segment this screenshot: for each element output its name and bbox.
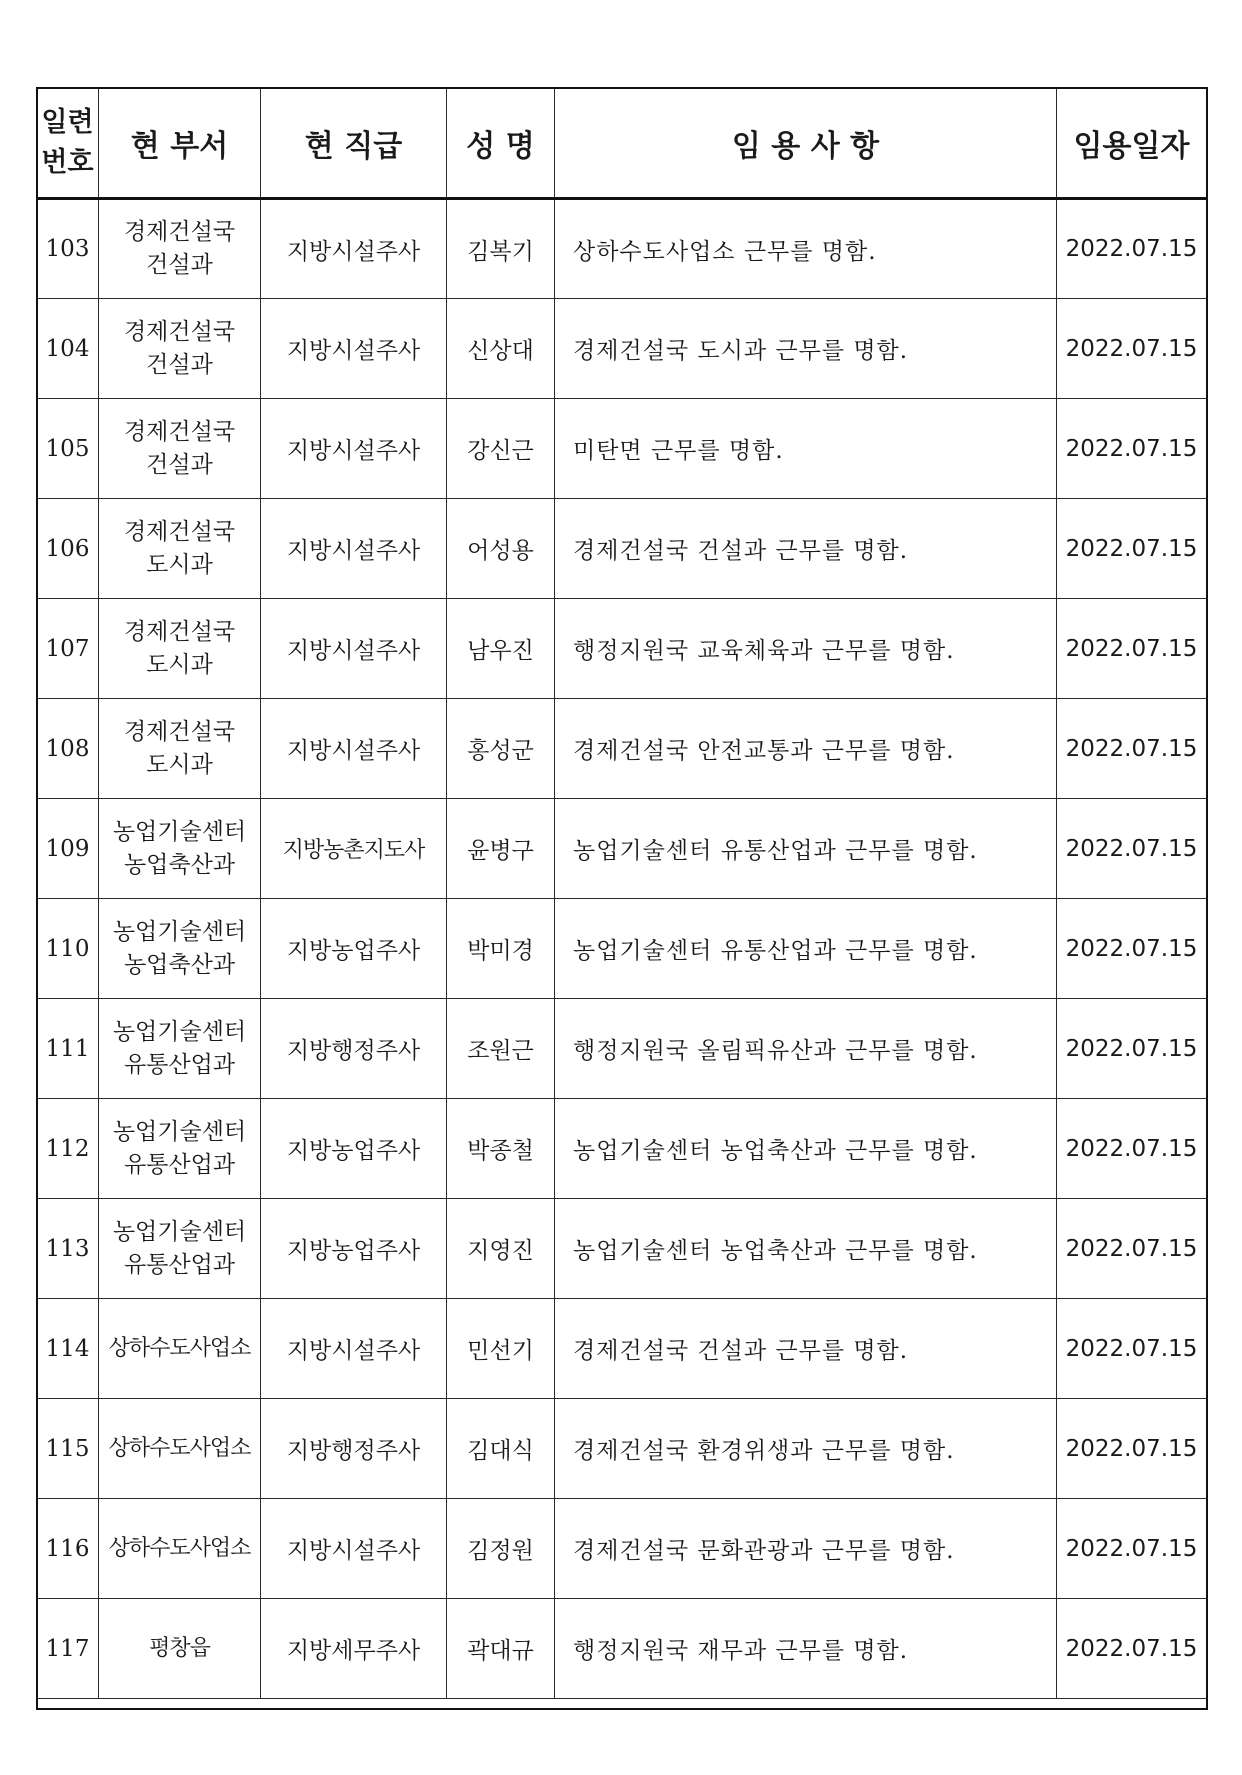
cell-name: 강신근: [447, 399, 555, 499]
table-row: [37, 1199, 1207, 1299]
cell-grade: 지방행정주사: [261, 1399, 447, 1499]
cell-name: 김대식: [447, 1399, 555, 1499]
header-grade: 현 직급: [261, 88, 447, 199]
cell-serial-number: 113: [37, 1199, 99, 1299]
department-line1: 농업기술센터: [112, 818, 247, 845]
table-row: [37, 299, 1207, 399]
header-date: 임용일자: [1057, 88, 1207, 199]
cell-appointment-date: 2022.07.15: [1057, 1099, 1207, 1199]
cell-name: 홍성군: [447, 699, 555, 799]
cell-department: [99, 1399, 261, 1499]
cell-grade: 지방시설주사: [261, 199, 447, 299]
cell-appointment-detail: 농업기술센터 유통산업과 근무를 명함.: [555, 799, 1057, 899]
cell-grade: 지방농업주사: [261, 1199, 447, 1299]
cell-serial-number: 107: [37, 599, 99, 699]
department-line2: 도시과: [146, 751, 213, 778]
cell-appointment-date: 2022.07.15: [1057, 499, 1207, 599]
cell-department: [99, 1099, 261, 1199]
department-line1: 경제건설국: [123, 518, 236, 545]
cell-grade: 지방농업주사: [261, 899, 447, 999]
header-serial-number: [37, 88, 99, 199]
table-body: [37, 199, 1207, 1699]
cell-serial-number: 109: [37, 799, 99, 899]
cell-serial-number: 111: [37, 999, 99, 1099]
cell-name: 박미경: [447, 899, 555, 999]
cell-department: [99, 599, 261, 699]
table-row: [37, 399, 1207, 499]
table-row: [37, 799, 1207, 899]
header-serial-line2: 번호: [41, 146, 94, 178]
cell-grade: 지방세무주사: [261, 1599, 447, 1699]
cell-grade: 지방시설주사: [261, 299, 447, 399]
cell-appointment-date: 2022.07.15: [1057, 699, 1207, 799]
cell-appointment-detail: 행정지원국 재무과 근무를 명함.: [555, 1599, 1057, 1699]
cell-department: [99, 999, 261, 1099]
table-row: [37, 899, 1207, 999]
cell-name: 민선기: [447, 1299, 555, 1399]
cell-appointment-date: 2022.07.15: [1057, 599, 1207, 699]
department-line1: 경제건설국: [123, 418, 236, 445]
cell-department: [99, 1499, 261, 1599]
cell-department: [99, 399, 261, 499]
table-row: [37, 1499, 1207, 1599]
cell-grade: 지방시설주사: [261, 1499, 447, 1599]
cell-grade: 지방행정주사: [261, 999, 447, 1099]
department-line1: 농업기술센터: [112, 918, 247, 945]
cell-grade: 지방농업주사: [261, 1099, 447, 1199]
table-row: [37, 1599, 1207, 1699]
department-line1: 경제건설국: [123, 219, 236, 246]
cell-department: [99, 199, 261, 299]
department-line2: 도시과: [146, 651, 213, 678]
cell-appointment-date: 2022.07.15: [1057, 1299, 1207, 1399]
cell-department: [99, 699, 261, 799]
cell-appointment-detail: 경제건설국 안전교통과 근무를 명함.: [555, 699, 1057, 799]
table-row: [37, 1299, 1207, 1399]
cell-appointment-detail: 농업기술센터 농업축산과 근무를 명함.: [555, 1099, 1057, 1199]
cell-appointment-detail: 경제건설국 문화관광과 근무를 명함.: [555, 1499, 1057, 1599]
cell-serial-number: 112: [37, 1099, 99, 1199]
header-department: 현 부서: [99, 88, 261, 199]
department-line2: 농업축산과: [123, 951, 236, 978]
department-line2: 농업축산과: [123, 851, 236, 878]
cell-grade: 지방농촌지도사: [261, 799, 447, 899]
department-line2: 건설과: [146, 451, 213, 478]
cell-name: 어성용: [447, 499, 555, 599]
cell-serial-number: 114: [37, 1299, 99, 1399]
cell-appointment-date: 2022.07.15: [1057, 1599, 1207, 1699]
department-line1: 농업기술센터: [112, 1118, 247, 1145]
cell-appointment-date: 2022.07.15: [1057, 999, 1207, 1099]
cell-serial-number: 106: [37, 499, 99, 599]
cell-name: 박종철: [447, 1099, 555, 1199]
header-serial-line1: 일련: [41, 107, 94, 139]
cell-appointment-date: 2022.07.15: [1057, 899, 1207, 999]
cell-serial-number: 108: [37, 699, 99, 799]
table-header: [37, 88, 1207, 199]
department-line1: 경제건설국: [123, 718, 236, 745]
cell-department: [99, 1199, 261, 1299]
table-row: [37, 1399, 1207, 1499]
cell-name: 김정원: [447, 1499, 555, 1599]
cell-appointment-date: 2022.07.15: [1057, 1199, 1207, 1299]
table-row: [37, 199, 1207, 299]
department-line2: 유통산업과: [123, 1051, 236, 1078]
cell-name: 지영진: [447, 1199, 555, 1299]
table-row: [37, 999, 1207, 1099]
department-line1: 농업기술센터: [112, 1018, 247, 1045]
cell-name: 조원근: [447, 999, 555, 1099]
cell-appointment-detail: 미탄면 근무를 명함.: [555, 399, 1057, 499]
cell-serial-number: 115: [37, 1399, 99, 1499]
table-row: [37, 699, 1207, 799]
department-line1: 상하수도사업소: [108, 1435, 251, 1461]
header-name: 성 명: [447, 88, 555, 199]
cell-department: [99, 799, 261, 899]
department-line2: 도시과: [146, 551, 213, 578]
header-row: [37, 88, 1207, 199]
table-row: [37, 499, 1207, 599]
cell-appointment-detail: 농업기술센터 농업축산과 근무를 명함.: [555, 1199, 1057, 1299]
cell-appointment-date: 2022.07.15: [1057, 1399, 1207, 1499]
cell-department: [99, 1599, 261, 1699]
appointment-table: [36, 87, 1207, 1699]
department-line1: 상하수도사업소: [108, 1335, 251, 1361]
cell-appointment-detail: 행정지원국 올림픽유산과 근무를 명함.: [555, 999, 1057, 1099]
department-line1: 경제건설국: [123, 618, 236, 645]
cell-grade: 지방시설주사: [261, 699, 447, 799]
cell-appointment-detail: 경제건설국 건설과 근무를 명함.: [555, 499, 1057, 599]
department-line2: 유통산업과: [123, 1151, 236, 1178]
department-line1: 평창읍: [149, 1635, 210, 1661]
cell-appointment-date: 2022.07.15: [1057, 1499, 1207, 1599]
cell-appointment-detail: 행정지원국 교육체육과 근무를 명함.: [555, 599, 1057, 699]
cell-serial-number: 110: [37, 899, 99, 999]
cell-name: 윤병구: [447, 799, 555, 899]
header-appointment: 임 용 사 항: [555, 88, 1057, 199]
cell-serial-number: 116: [37, 1499, 99, 1599]
cell-appointment-detail: 경제건설국 도시과 근무를 명함.: [555, 299, 1057, 399]
cell-appointment-detail: 경제건설국 건설과 근무를 명함.: [555, 1299, 1057, 1399]
department-line2: 건설과: [146, 252, 213, 278]
cell-serial-number: 105: [37, 399, 99, 499]
cell-serial-number: 103: [37, 199, 99, 299]
cell-department: [99, 899, 261, 999]
cell-grade: 지방시설주사: [261, 499, 447, 599]
department-line2: 유통산업과: [123, 1251, 236, 1278]
table-row: [37, 1099, 1207, 1199]
cell-serial-number: 117: [37, 1599, 99, 1699]
cell-serial-number: 104: [37, 299, 99, 399]
cell-appointment-detail: 상하수도사업소 근무를 명함.: [555, 199, 1057, 299]
cell-department: [99, 299, 261, 399]
department-line2: 건설과: [146, 351, 213, 378]
department-line1: 경제건설국: [123, 318, 236, 345]
cell-appointment-date: 2022.07.15: [1057, 799, 1207, 899]
cell-name: 신상대: [447, 299, 555, 399]
cell-grade: 지방시설주사: [261, 599, 447, 699]
cell-appointment-detail: 농업기술센터 유통산업과 근무를 명함.: [555, 899, 1057, 999]
table-row: [37, 599, 1207, 699]
cell-name: 곽대규: [447, 1599, 555, 1699]
cell-appointment-date: 2022.07.15: [1057, 299, 1207, 399]
cell-department: [99, 499, 261, 599]
cell-name: 남우진: [447, 599, 555, 699]
cell-appointment-date: 2022.07.15: [1057, 399, 1207, 499]
cell-department: [99, 1299, 261, 1399]
cell-appointment-detail: 경제건설국 환경위생과 근무를 명함.: [555, 1399, 1057, 1499]
cell-grade: 지방시설주사: [261, 1299, 447, 1399]
cell-name: 김복기: [447, 199, 555, 299]
department-line1: 상하수도사업소: [108, 1535, 251, 1561]
department-line1: 농업기술센터: [112, 1218, 247, 1245]
cell-appointment-date: 2022.07.15: [1057, 199, 1207, 299]
cell-grade: 지방시설주사: [261, 399, 447, 499]
